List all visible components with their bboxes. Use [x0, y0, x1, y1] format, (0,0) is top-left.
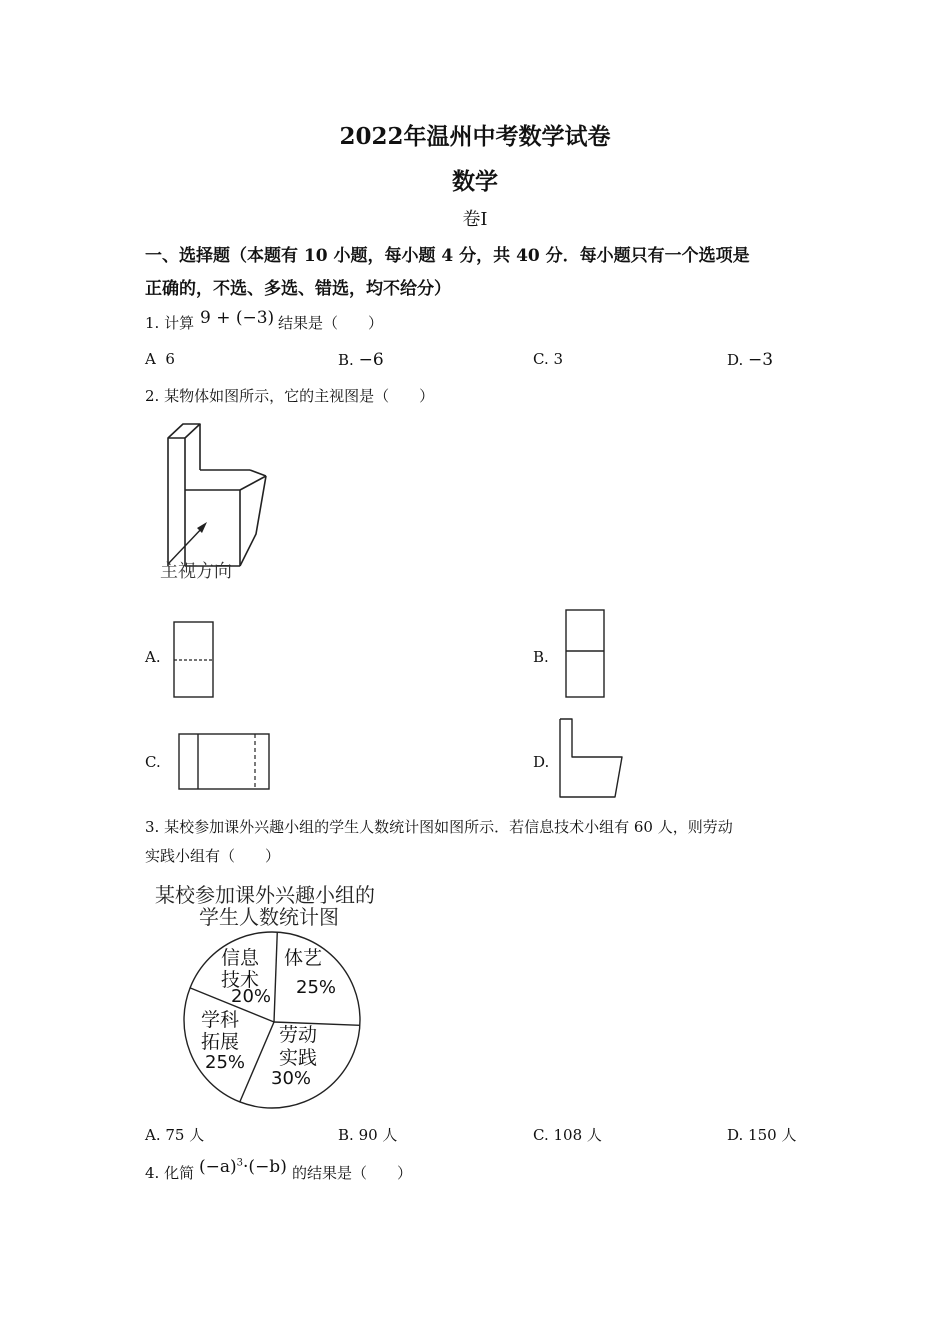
slice-percent-laodong: 30% — [271, 1068, 312, 1089]
q2-option-a-label: A. — [145, 648, 161, 666]
slice-label-xinxi-2: 技术 — [221, 969, 260, 991]
slice-label-tiyi: 体艺 — [284, 947, 323, 969]
subject-title: 数学 — [452, 168, 498, 195]
q2-text: 2. 某物体如图所示，它的主视图是（ ） — [145, 387, 435, 405]
page-title: 2022年温州中考数学试卷 — [339, 123, 611, 150]
q2-option-d-label: D. — [533, 753, 550, 771]
option-value: 108 人 — [553, 1126, 602, 1144]
q4-expression — [199, 1157, 287, 1177]
slice-percent-xinxi: 20% — [231, 986, 272, 1007]
q1-expression: 9 + (−3) — [200, 308, 275, 328]
option-label: C. — [533, 350, 549, 368]
option-value: 75 人 — [165, 1126, 205, 1144]
q2-option-d-figure — [556, 717, 628, 801]
option-value: 150 人 — [748, 1126, 797, 1144]
q3-option-d — [727, 1124, 796, 1145]
option-label: D. — [727, 1126, 744, 1144]
q2-view-direction-label: 主视方向 — [160, 561, 232, 582]
slice-label-laodong-2: 实践 — [279, 1047, 318, 1069]
chart-title-line2: 学生人数统计图 — [199, 905, 339, 929]
q4-prefix: 4. 化简 — [145, 1164, 195, 1182]
slice-label-laodong-1: 劳动 — [279, 1024, 318, 1046]
q4-expr-base: (−a) — [199, 1157, 237, 1177]
q1-option-c — [533, 350, 563, 368]
q1-option-b — [338, 350, 384, 370]
option-value: 6 — [165, 350, 175, 368]
option-value: 90 人 — [358, 1126, 398, 1144]
pie-slice-boundary-1 — [274, 932, 277, 1022]
q4-expr-factor: ·(−b) — [243, 1157, 287, 1177]
slice-label-xueke-1: 学科 — [201, 1009, 240, 1031]
q3-text-line2: 实践小组有（ ） — [145, 847, 281, 865]
q4-suffix: 的结果是（ ） — [292, 1164, 413, 1182]
q2-option-c-label: C. — [145, 753, 161, 771]
option-label: A — [145, 350, 156, 368]
option-value: −3 — [748, 350, 774, 370]
section-heading-line1: 一、选择题（本题有 10 小题，每小题 4 分，共 40 分．每小题只有一个选项是 — [145, 246, 750, 266]
q2-option-a-figure — [172, 620, 216, 700]
option-label: B. — [338, 1126, 354, 1144]
option-value: 3 — [553, 350, 564, 368]
option-value: −6 — [358, 350, 384, 370]
q1-option-a — [145, 350, 175, 368]
section-heading-line2: 正确的，不选、多选、错选，均不给分） — [145, 279, 451, 299]
q1-suffix: 结果是（ ） — [278, 314, 384, 332]
option-label: D. — [727, 351, 744, 369]
q1-prefix: 1. 计算 — [145, 314, 195, 332]
option-label: B. — [338, 351, 354, 369]
q1-option-d — [727, 350, 773, 370]
option-label: C. — [533, 1126, 549, 1144]
volume-title: 卷Ⅰ — [462, 209, 488, 230]
q2-option-c-figure — [177, 732, 273, 792]
q2-option-b-figure — [564, 608, 608, 700]
option-label: A. — [145, 1126, 161, 1144]
chart-title-line1: 某校参加课外兴趣小组的 — [155, 883, 375, 907]
q3-text-line1: 3. 某校参加课外兴趣小组的学生人数统计图如图所示．若信息技术小组有 60 人，则劳动 — [145, 818, 733, 836]
slice-percent-tiyi: 25% — [296, 977, 337, 998]
q3-option-b — [338, 1124, 397, 1145]
q4-expr-exponent: 3 — [236, 1157, 244, 1169]
slice-label-xueke-2: 拓展 — [201, 1031, 240, 1053]
q3-option-c — [533, 1124, 602, 1145]
q2-option-b-label: B. — [533, 648, 549, 666]
q3-option-a — [145, 1124, 204, 1145]
slice-label-xinxi-1: 信息 — [221, 947, 260, 969]
slice-percent-xueke: 25% — [205, 1052, 246, 1073]
